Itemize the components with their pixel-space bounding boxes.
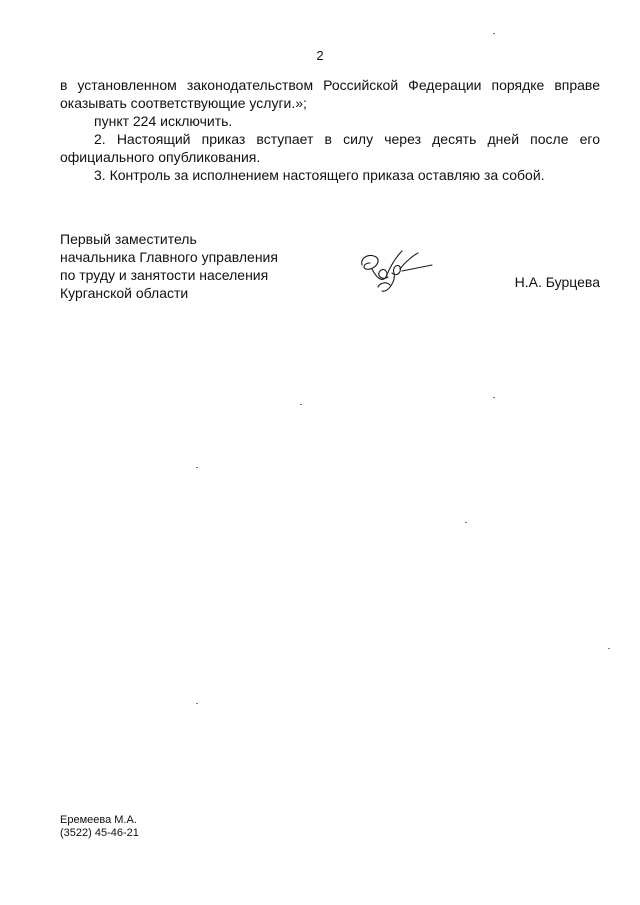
executor-name: Еремеева М.А.: [60, 814, 137, 826]
scan-speck: [196, 703, 198, 704]
paragraph-item-2: 2. Настоящий приказ вступает в силу через десять дней после его: [94, 131, 600, 147]
scan-speck: [493, 397, 495, 398]
body-text: [60, 76, 600, 184]
scan-speck: [608, 648, 610, 649]
signer-name: Н.А. Бурцева: [514, 274, 600, 290]
signer-position-line-1: Первый заместитель: [60, 231, 197, 247]
paragraph-item-3: 3. Контроль за исполнением настоящего приказа оставляю за собой.: [94, 167, 545, 183]
paragraph-line-2: оказывать соответствующие услуги.»;: [60, 95, 307, 111]
scan-speck: [465, 522, 467, 523]
page-number: 2: [316, 48, 324, 63]
signer-position-line-2: начальника Главного управления: [60, 249, 278, 265]
handwritten-signature: [356, 247, 436, 297]
scan-speck: [493, 33, 495, 34]
executor-phone: (3522) 45-46-21: [60, 827, 139, 839]
scan-speck: [300, 404, 302, 405]
scan-speck: [196, 467, 198, 468]
paragraph-item-2-continuation: официального опубликования.: [60, 149, 261, 165]
paragraph-line-1: в установленном законодательством Российской Федерации порядке вправе: [60, 77, 600, 93]
signer-position-line-4: Курганской области: [60, 285, 189, 301]
signer-position: [60, 230, 340, 302]
signer-position-line-3: по труду и занятости населения: [60, 267, 269, 283]
paragraph-item-224: пункт 224 исключить.: [94, 113, 233, 129]
executor-info: [60, 814, 139, 840]
